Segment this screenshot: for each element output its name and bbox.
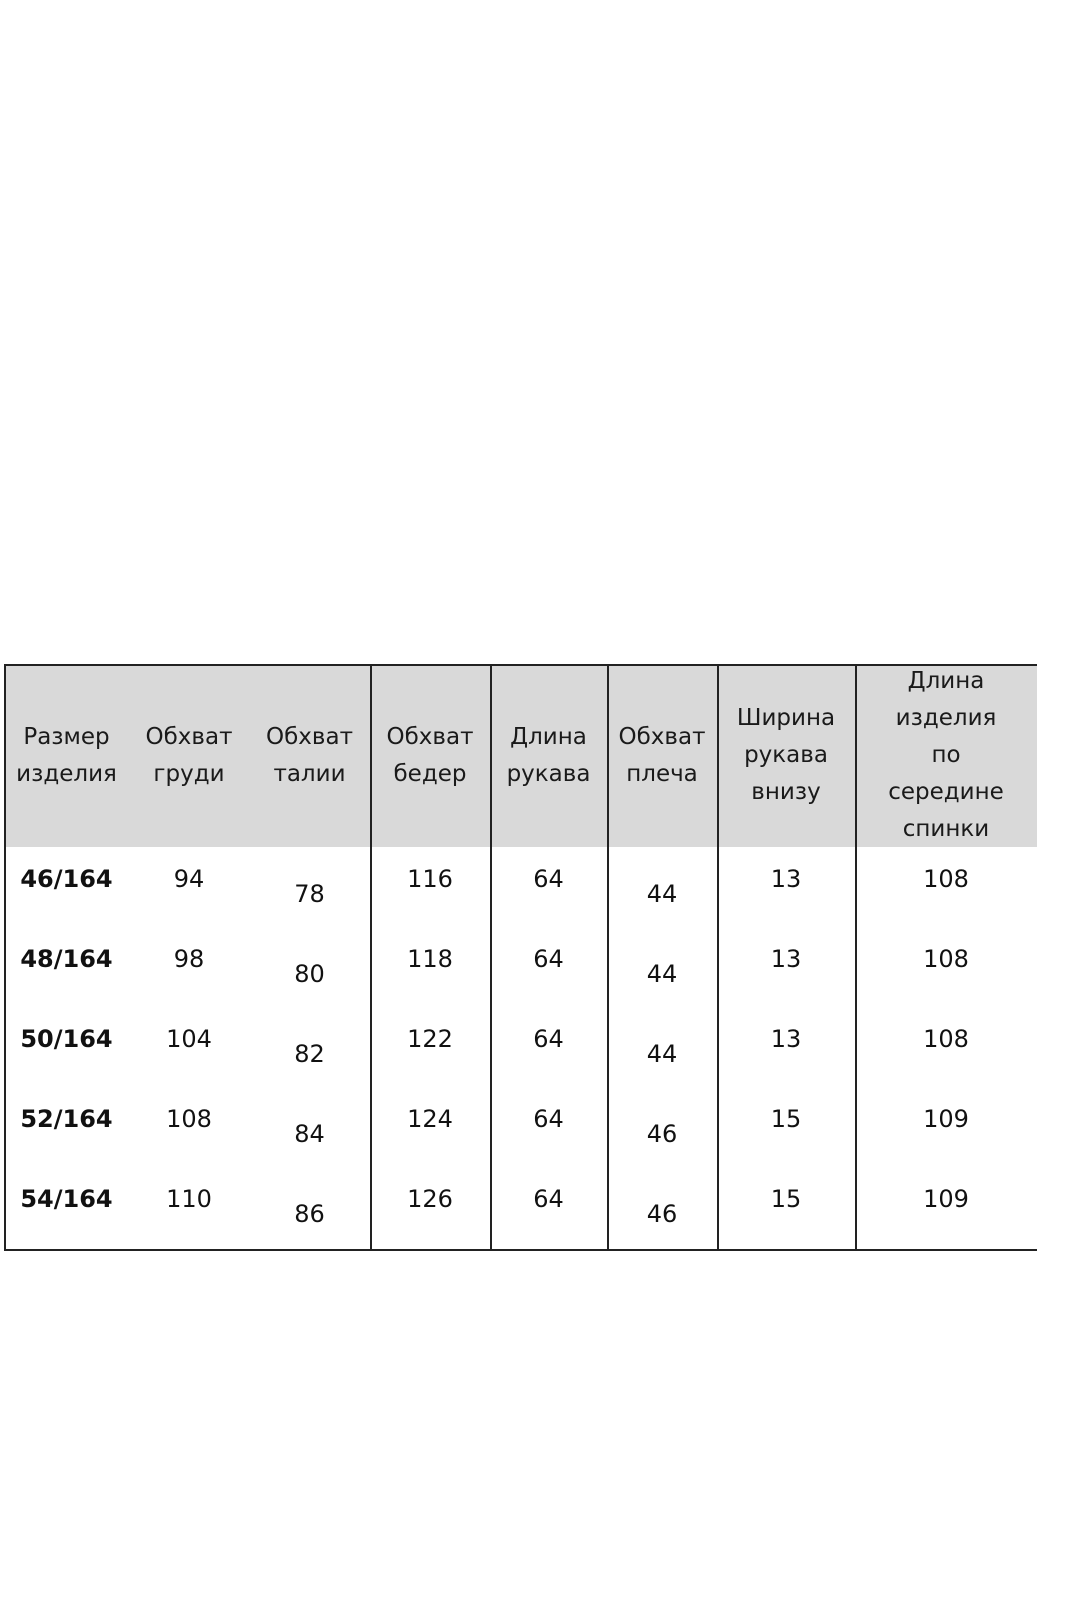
header-chest: Обхват груди [145, 723, 233, 787]
size-value: 50/164 [20, 1025, 113, 1053]
hips-value: 116 [407, 865, 453, 893]
sleeve-length-value: 64 [533, 865, 564, 893]
header-size: Размер изделия [16, 723, 117, 787]
chest-value: 110 [166, 1185, 212, 1213]
shoulder-value: 46 [646, 1200, 678, 1228]
hips-value: 124 [407, 1105, 453, 1133]
hips-value: 122 [407, 1025, 453, 1053]
size-value: 54/164 [20, 1185, 113, 1213]
waist-value: 84 [294, 1120, 325, 1148]
sleeve-length-value: 64 [533, 1105, 564, 1133]
table-bottom-border [4, 1249, 1037, 1251]
sleeve-length-value: 64 [533, 1025, 564, 1053]
waist-value: 82 [294, 1040, 325, 1068]
chest-value: 108 [166, 1105, 212, 1133]
header-sleeve-length: Длина рукава [506, 723, 591, 787]
sleeve-length-value: 64 [533, 945, 564, 973]
sleeve-width-value: 13 [770, 865, 802, 893]
size-value: 48/164 [20, 945, 113, 973]
shoulder-value: 44 [646, 880, 678, 908]
sleeve-length-value: 64 [533, 1185, 564, 1213]
back-length-value: 108 [923, 945, 969, 973]
header-waist: Обхват талии [266, 723, 353, 787]
sleeve-width-value: 15 [770, 1105, 802, 1133]
shoulder-value: 44 [646, 1040, 678, 1068]
header-sleeve-width: Ширина рукава внизу [736, 705, 836, 805]
sleeve-width-value: 13 [770, 945, 802, 973]
header-hips: Обхват бедер [386, 723, 474, 787]
back-length-value: 109 [923, 1105, 969, 1133]
shoulder-value: 46 [646, 1120, 678, 1148]
waist-value: 78 [294, 880, 325, 908]
chest-value: 98 [173, 945, 205, 973]
size-value: 46/164 [20, 865, 113, 893]
hips-value: 126 [407, 1185, 453, 1213]
shoulder-value: 44 [646, 960, 678, 988]
sleeve-width-value: 15 [770, 1185, 802, 1213]
waist-value: 80 [294, 960, 325, 988]
chest-value: 94 [173, 865, 205, 893]
back-length-value: 108 [923, 865, 969, 893]
header-back-length: Длина изделия по середине спинки [888, 668, 1004, 842]
size-value: 52/164 [20, 1105, 113, 1133]
back-length-value: 108 [923, 1025, 969, 1053]
hips-value: 118 [407, 945, 453, 973]
header-shoulder: Обхват плеча [618, 723, 706, 787]
size-chart-table [4, 664, 1037, 1251]
waist-value: 86 [294, 1200, 325, 1228]
chest-value: 104 [166, 1025, 212, 1053]
sleeve-width-value: 13 [770, 1025, 802, 1053]
back-length-value: 109 [923, 1185, 969, 1213]
